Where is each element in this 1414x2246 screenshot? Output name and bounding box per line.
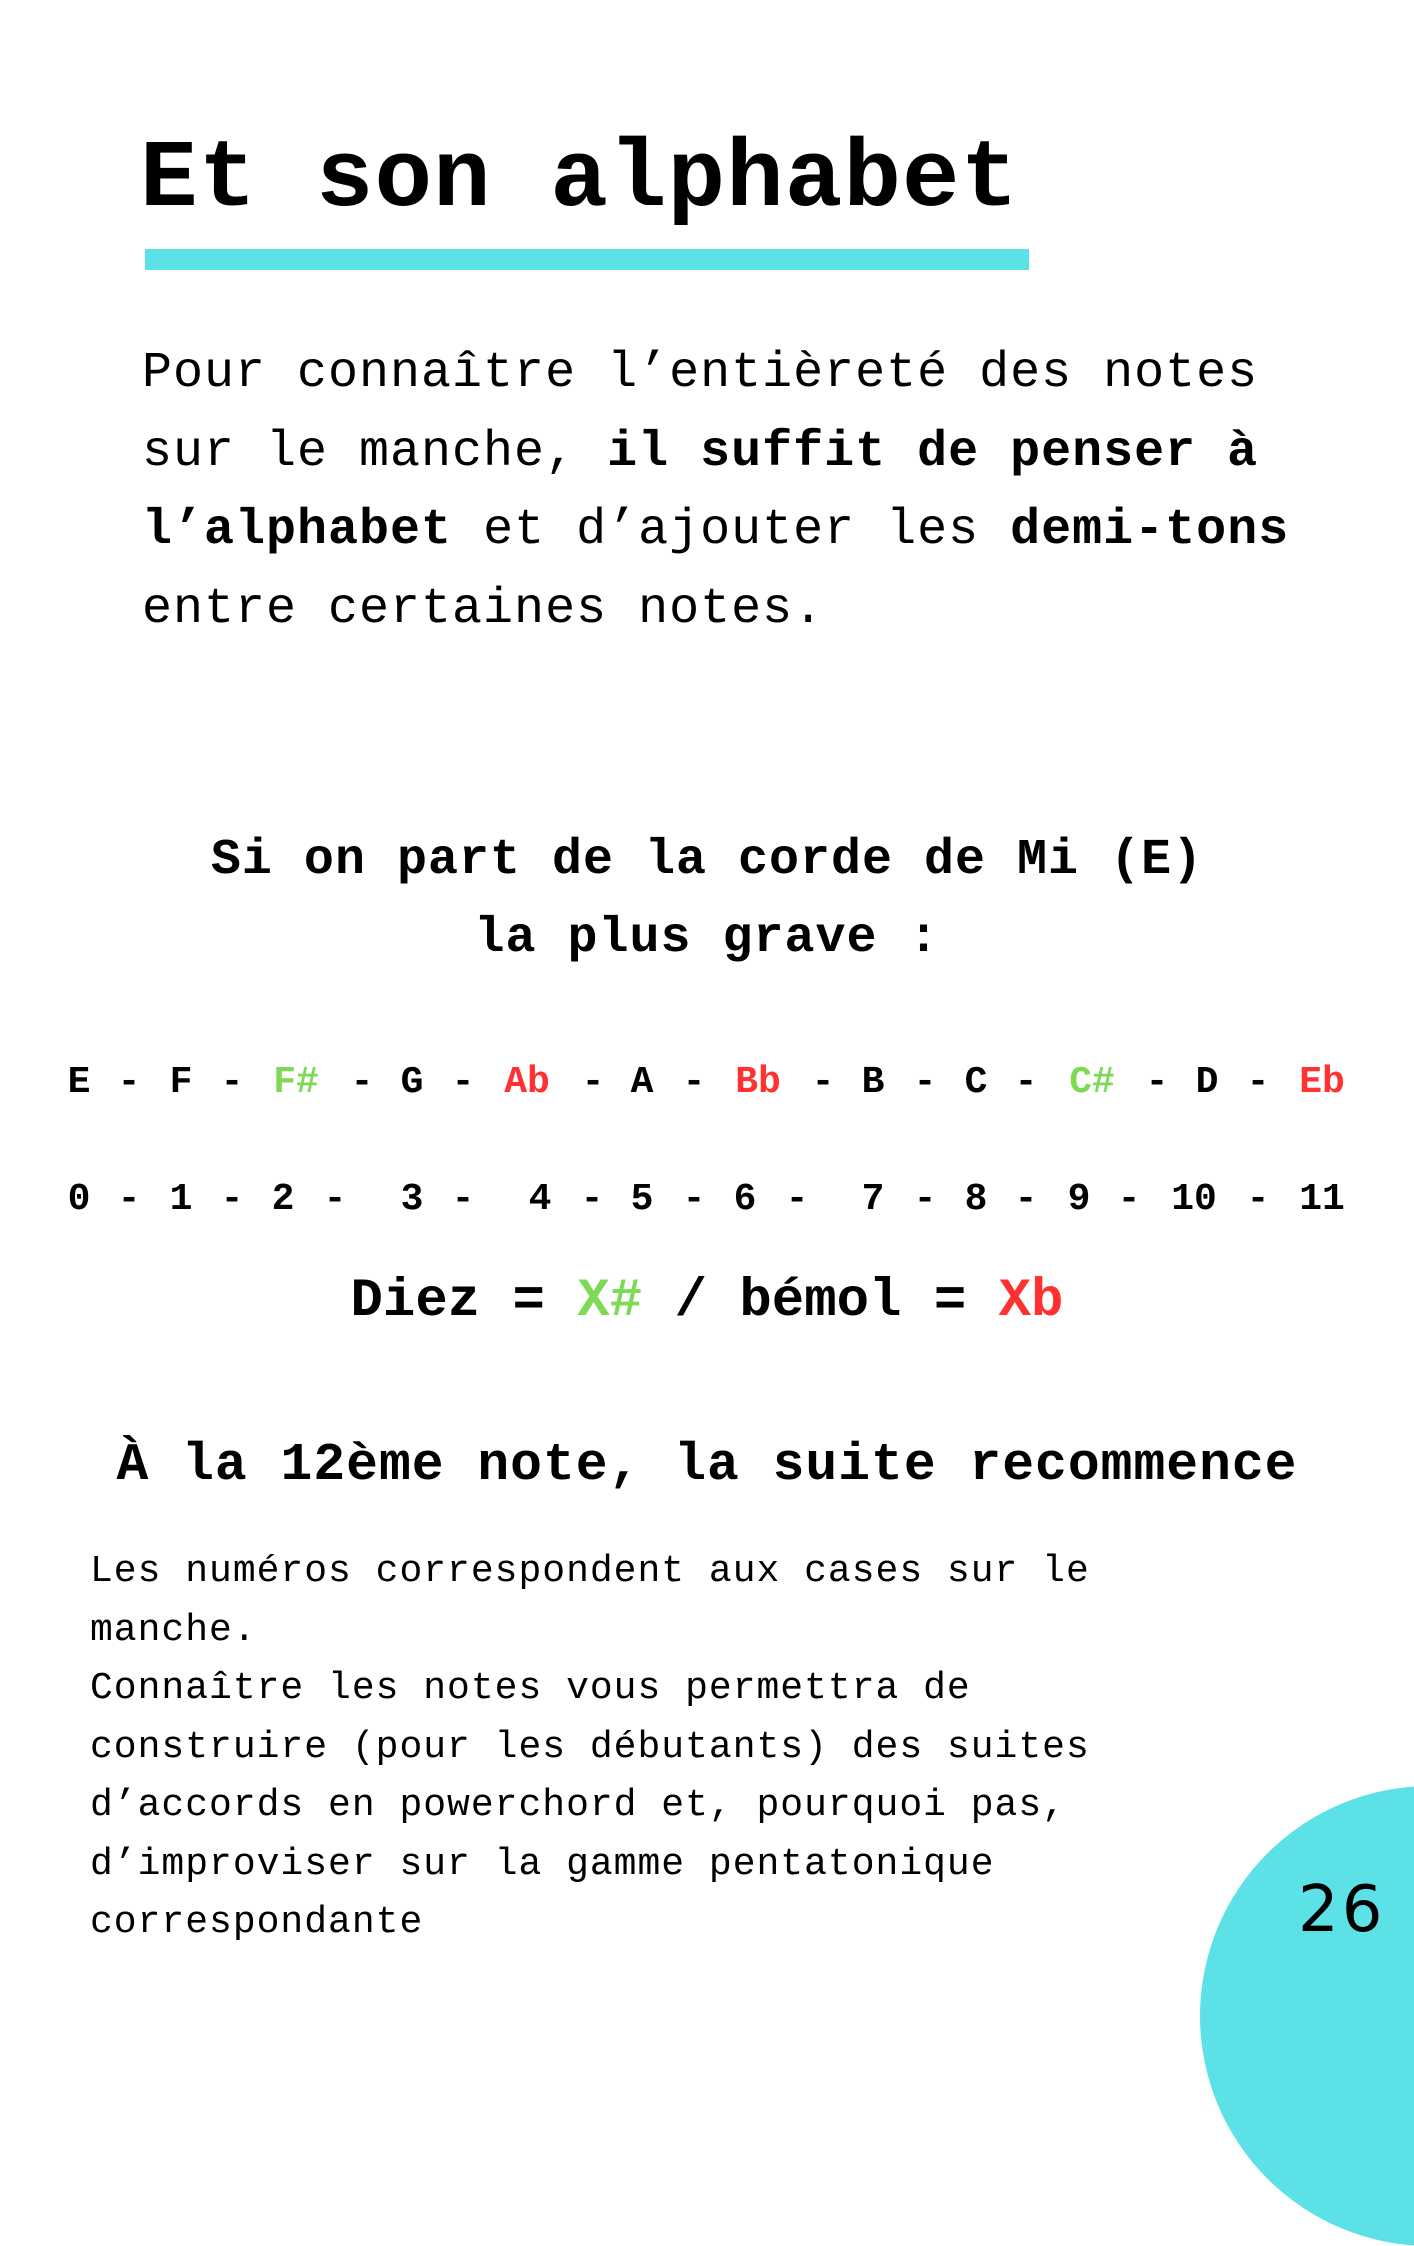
legend-divider: / xyxy=(674,1271,707,1332)
note-item: Bb xyxy=(735,1061,781,1104)
sharp-label: Diez = xyxy=(350,1271,545,1332)
fret-number: 11 xyxy=(1299,1178,1345,1221)
fret-separator: - xyxy=(580,1178,604,1221)
flat-label: bémol = xyxy=(739,1271,967,1332)
fret-separator: - xyxy=(323,1178,347,1221)
note-item: B xyxy=(861,1061,885,1104)
note-separator: - xyxy=(220,1061,244,1104)
subtitle-line-1: Si on part de la corde de Mi (E) xyxy=(210,832,1204,889)
note-separator: - xyxy=(1246,1061,1270,1104)
intro-bold-2: demi-tons xyxy=(1010,502,1290,559)
fret-separator: - xyxy=(220,1178,244,1221)
note-item: C xyxy=(964,1061,988,1104)
fret-number: 0 xyxy=(67,1178,91,1221)
section-subtitle xyxy=(0,822,1414,978)
note-item: C# xyxy=(1069,1061,1115,1104)
note-item: F# xyxy=(273,1061,319,1104)
subtitle-line-2: la plus grave : xyxy=(474,910,940,967)
note-item: D xyxy=(1195,1061,1219,1104)
intro-text-2: et d’ajouter les xyxy=(452,502,1011,559)
note-item: E xyxy=(67,1061,91,1104)
fret-number: 3 xyxy=(400,1178,424,1221)
footnote xyxy=(90,1543,1170,1953)
footnote-line-2: Connaître les notes vous permettra de construire (pour les débutants) des suites d’accords en powerchord et, pourquoi pas, d’improviser sur la gamme pentatonique correspondante xyxy=(90,1667,1090,1944)
fret-separator: - xyxy=(1246,1178,1270,1221)
note-item: A xyxy=(630,1061,654,1104)
fret-separator: - xyxy=(451,1178,475,1221)
fret-number: 2 xyxy=(271,1178,295,1221)
restart-heading: À la 12ème note, la suite recommence xyxy=(116,1435,1298,1495)
fret-numbers-row xyxy=(0,1175,1414,1225)
note-separator: - xyxy=(811,1061,835,1104)
note-separator: - xyxy=(913,1061,937,1104)
sharp-symbol: X# xyxy=(577,1271,643,1332)
fret-separator: - xyxy=(117,1178,141,1221)
title-underline xyxy=(145,249,1029,270)
fret-number: 9 xyxy=(1067,1178,1091,1221)
page-title: Et son alphabet xyxy=(140,125,1020,234)
fret-separator: - xyxy=(682,1178,706,1221)
note-separator: - xyxy=(581,1061,605,1104)
fret-separator: - xyxy=(913,1178,937,1221)
fret-number: 5 xyxy=(630,1178,654,1221)
notes-row xyxy=(0,1058,1414,1108)
note-separator: - xyxy=(117,1061,141,1104)
note-separator: - xyxy=(350,1061,374,1104)
accidentals-legend xyxy=(0,1270,1414,1334)
fret-number: 8 xyxy=(964,1178,988,1221)
note-separator: - xyxy=(1014,1061,1038,1104)
footnote-line-1: Les numéros correspondent aux cases sur le manche. xyxy=(90,1550,1090,1652)
intro-text-3: entre certaines notes. xyxy=(142,580,825,638)
note-separator: - xyxy=(682,1061,706,1104)
fret-number: 4 xyxy=(528,1178,552,1221)
fret-number: 6 xyxy=(733,1178,757,1221)
fret-number: 10 xyxy=(1171,1178,1217,1221)
intro-bold-1: il suffit de penser à l’alphabet xyxy=(142,423,1259,559)
note-item: F xyxy=(169,1061,193,1104)
note-separator: - xyxy=(451,1061,475,1104)
intro-paragraph xyxy=(142,335,1342,649)
fret-separator: - xyxy=(785,1178,809,1221)
note-separator: - xyxy=(1145,1061,1169,1104)
fret-number: 7 xyxy=(861,1178,885,1221)
note-item: Eb xyxy=(1299,1061,1345,1104)
fret-number: 1 xyxy=(169,1178,193,1221)
fret-separator: - xyxy=(1117,1178,1141,1221)
intro-text-1: Pour connaître l’entièreté des notes sur le manche, xyxy=(142,345,1259,481)
flat-symbol: Xb xyxy=(998,1271,1064,1332)
page-number: 26 xyxy=(1298,1873,1386,1947)
note-item: G xyxy=(400,1061,424,1104)
fret-separator: - xyxy=(1014,1178,1038,1221)
note-item: Ab xyxy=(504,1061,550,1104)
page-corner-circle xyxy=(1200,1786,1414,2246)
